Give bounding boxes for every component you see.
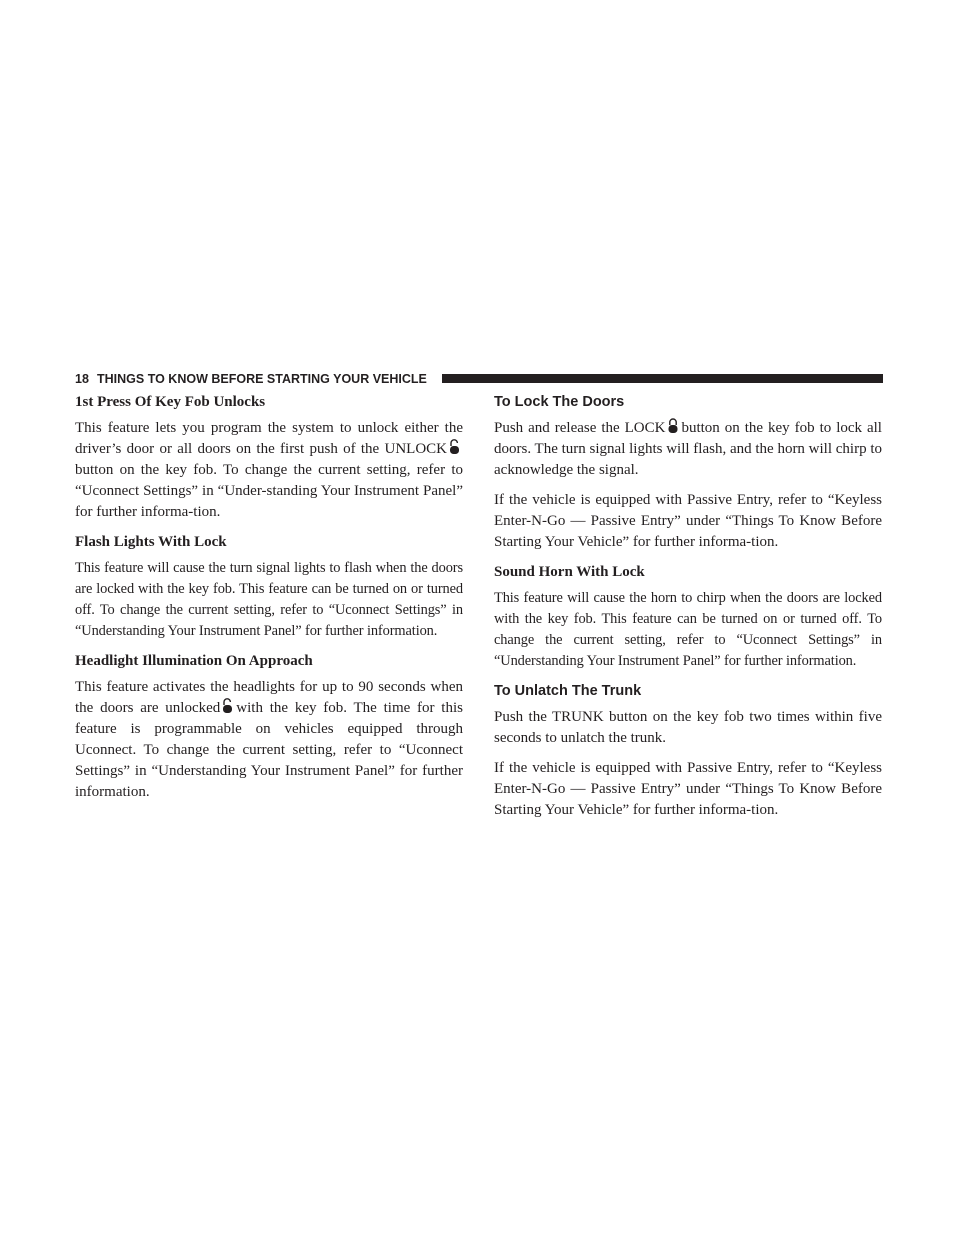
text-segment: with the key fob. The time for this feature is programmable on vehicles equipped through Uconnect. To change the current setting, refer to “Uconnect Settings” in “Understanding Your Instrument Panel” for further information.	[75, 700, 463, 800]
text-segment: This feature lets you program the system to unlock either the driver’s door or all doors on the first push of the UNLOCK	[75, 420, 463, 457]
text-segment: button on the key fob. To change the current setting, refer to “Uconnect Settings” in “Under-standing Your Instrument Panel” for further informa-tion.	[75, 462, 463, 520]
heading-headlight-illumination: Headlight Illumination On Approach	[75, 653, 313, 669]
heading-lock-doors: To Lock The Doors	[494, 394, 625, 410]
paragraph-passive-entry-1: If the vehicle is equipped with Passive Entry, refer to “Keyless Enter-N-Go — Passive Entry” under “Things To Know Before Starting Your Vehicle” for further informa-tion.	[494, 492, 882, 550]
paragraph-flash-lights: This feature will cause the turn signal lights to flash when the doors are locked with the key fob. This feature can be turned on or turned off. To change the current setting, refer to “Uconnect Settings” in “Understanding Your Instrument Panel” for further information.	[75, 560, 463, 639]
paragraph-unlatch-trunk: Push the TRUNK button on the key fob two times within five seconds to unlatch the trunk.	[494, 709, 882, 746]
paragraph-passive-entry-2: If the vehicle is equipped with Passive Entry, refer to “Keyless Enter-N-Go — Passive Entry” under “Things To Know Before Starting Your Vehicle” for further informa-tion.	[494, 760, 882, 818]
text-segment: This feature activates the headlights for up to 90 seconds when the doors are unlocked	[75, 679, 463, 716]
paragraph-sound-horn: This feature will cause the horn to chirp when the doors are locked with the key fob. This feature can be turned on or turned off. To change the current setting, refer to “Uconnect Settings” in “Understanding Your Instrument Panel” for further information.	[494, 590, 882, 669]
heading-flash-lights: Flash Lights With Lock	[75, 534, 227, 550]
unlock-icon	[449, 439, 461, 455]
heading-sound-horn: Sound Horn With Lock	[494, 564, 645, 580]
left-column	[75, 392, 463, 812]
paragraph-lock-doors	[494, 418, 882, 481]
heading-key-fob-unlocks: 1st Press Of Key Fob Unlocks	[75, 394, 266, 410]
text-segment: button on the key fob to lock all doors. The turn signal lights will flash, and the horn will chirp to acknowledge the signal.	[494, 420, 883, 478]
right-column	[494, 392, 882, 830]
paragraph-key-fob-unlocks	[75, 418, 463, 523]
lock-icon	[667, 418, 679, 434]
text-segment: Push and release the LOCK	[494, 420, 666, 436]
running-header	[75, 372, 883, 388]
page-number: 18	[75, 372, 89, 386]
section-title: THINGS TO KNOW BEFORE STARTING YOUR VEHICLE	[97, 372, 427, 386]
unlock-icon	[222, 698, 234, 714]
paragraph-headlight-illumination	[75, 677, 463, 803]
header-rule	[442, 374, 883, 383]
heading-unlatch-trunk: To Unlatch The Trunk	[494, 683, 642, 699]
